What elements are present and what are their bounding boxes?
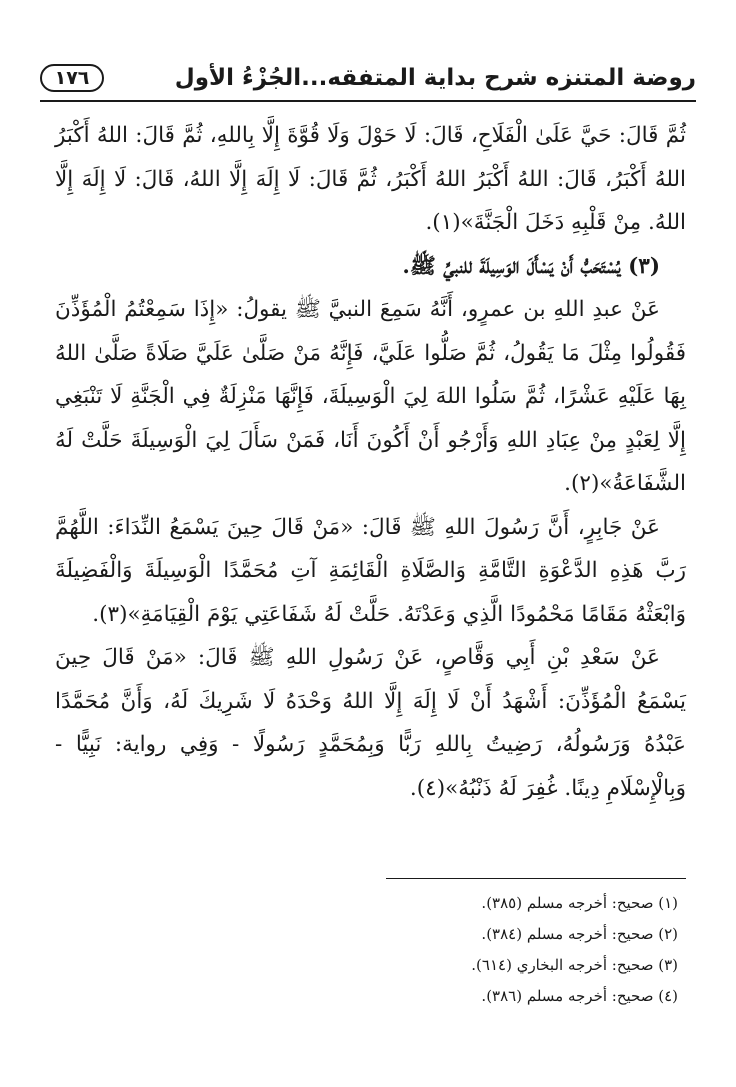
footnote-1: (١) صحيح: أخرجه مسلم (٣٨٥). — [481, 894, 678, 912]
section-heading: (٣) يُسْتَحَبُّ أَنْ يَسْأَلَ الوَسِيلَةَ للنبيِّ ﷺ. — [402, 253, 660, 279]
main-text — [55, 114, 686, 810]
paragraph-2: عَنْ عبدِ اللهِ بن عمرٍو، أَنَّهُ سَمِعَ النبيَّ ﷺ يقولُ: «إِذَا سَمِعْتُمُ الْمُؤَذِّنَ فَقُولُوا مِثْلَ مَا يَقُولُ، ثُمَّ صَلُّوا عَلَيَّ، فَإِنَّهُ مَنْ صَلَّىٰ عَلَيَّ صَلَاةً صَلَّىٰ اللهُ بِهَا عَلَيْهِ عَشْرًا، ثُمَّ سَلُوا اللهَ لِيَ الْوَسِيلَةَ، فَإِنَّهَا مَنْزِلَةٌ فِي الْجَنَّةِ لَا تَنْبَغِي إِلَّا لِعَبْدٍ مِنْ عِبَادِ اللهِ وَأَرْجُو أَنْ أَكُونَ أَنَا، فَمَنْ سَأَلَ لِيَ الْوَسِيلَةَ حَلَّتْ لَهُ الشَّفَاعَةُ»(٢). — [55, 297, 686, 496]
footnote-4: (٤) صحيح: أخرجه مسلم (٣٨٦). — [481, 987, 678, 1005]
paragraph-1: ثُمَّ قَالَ: حَيَّ عَلَىٰ الْفَلَاحِ، قَالَ: لَا حَوْلَ وَلَا قُوَّةَ إِلَّا بِاللهِ، ثُمَّ قَالَ: اللهُ أَكْبَرُ اللهُ أَكْبَرُ، قَالَ: اللهُ أَكْبَرُ اللهُ أَكْبَرُ، ثُمَّ قَالَ: لَا إِلَهَ إِلَّا اللهُ، قَالَ: لَا إِلَهَ إِلَّا اللهُ. مِنْ قَلْبِهِ دَخَلَ الْجَنَّةَ»(١). — [55, 123, 686, 235]
header-divider — [40, 100, 696, 102]
header-title: روضة المتنزه شرح بداية المتفقه...الجُزْءُ الأول — [174, 65, 696, 91]
footnotes — [471, 888, 678, 1012]
footnote-divider — [386, 878, 686, 879]
page-number: ١٧٦ — [40, 64, 104, 92]
footnote-2: (٢) صحيح: أخرجه مسلم (٣٨٤). — [481, 925, 678, 943]
page-header — [40, 60, 696, 96]
footnote-3: (٣) صحيح: أخرجه البخاري (٦١٤). — [471, 956, 678, 974]
paragraph-4: عَنْ سَعْدِ بْنِ أَبِي وَقَّاصٍ، عَنْ رَسُولِ اللهِ ﷺ قَالَ: «مَنْ قَالَ حِينَ يَسْمَعُ الْمُؤَذِّنَ: أَشْهَدُ أَنْ لَا إِلَهَ إِلَّا اللهُ وَحْدَهُ لَا شَرِيكَ لَهُ، وَأَنَّ مُحَمَّدًا عَبْدُهُ وَرَسُولُهُ، رَضِيتُ بِاللهِ رَبًّا وَبِمُحَمَّدٍ رَسُولًا - وَفِي رواية: نَبِيًّا - وَبِالْإِسْلَامِ دِينًا. غُفِرَ لَهُ ذَنْبُهُ»(٤). — [55, 645, 686, 801]
paragraph-3: عَنْ جَابِرٍ، أَنَّ رَسُولَ اللهِ ﷺ قَالَ: «مَنْ قَالَ حِينَ يَسْمَعُ النِّدَاءَ: اللَّهُمَّ رَبَّ هَذِهِ الدَّعْوَةِ التَّامَّةِ وَالصَّلَاةِ الْقَائِمَةِ آتِ مُحَمَّدًا الْوَسِيلَةَ وَالْفَضِيلَةَ وَابْعَثْهُ مَقَامًا مَحْمُودًا الَّذِي وَعَدْتَهُ. حَلَّتْ لَهُ شَفَاعَتِي يَوْمَ الْقِيَامَةِ»(٣). — [55, 514, 686, 627]
